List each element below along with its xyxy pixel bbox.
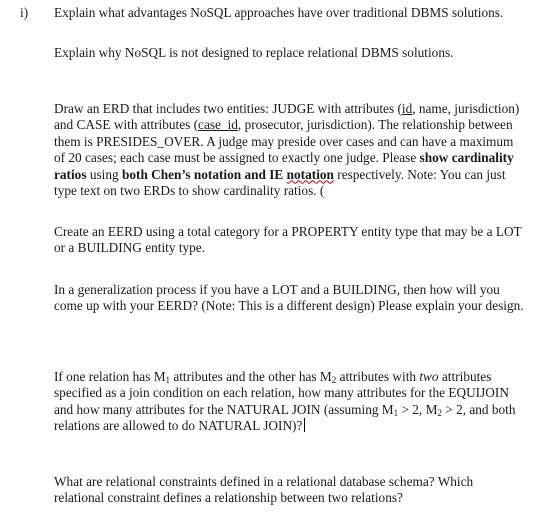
question-4: Create an EERD using a total category for a PROPERTY entity type that may be a LOT or a BUILDING entity type. (54, 224, 522, 256)
q3-bold-notations: both Chen’s notation and IE (121, 166, 287, 182)
question-6[interactable] (54, 369, 526, 435)
q3-part-5: respectively. Note: You can just type text on two ERDs to show cardinality ratios. ( (54, 166, 506, 199)
question-3 (54, 101, 526, 199)
question-5: In a generalization process if you have a LOT and a BUILDING, then how will you come up with your EERD? (Note: This is a different design) Please explain your design. (54, 282, 524, 314)
q6-part-2: attributes and the other has M (170, 369, 332, 384)
q6-sub-3: 1 (393, 407, 399, 418)
q3-part-4: using (86, 166, 122, 182)
q6-part-5: > 2, M (398, 401, 438, 417)
question-1-number: i) (20, 5, 29, 20)
q6-part-1: If one relation has M (54, 369, 166, 384)
case-key-attribute: case_id (198, 117, 238, 133)
q6-sub-4: 2 (437, 407, 442, 418)
q6-sub-1: 1 (165, 375, 171, 385)
q6-part-6: > 2, and both relations are allowed to do NATURAL JOIN)? (54, 401, 516, 434)
text-cursor (304, 418, 305, 432)
q3-bold-notation-spellcheck: notation (286, 166, 334, 182)
question-1 (20, 5, 530, 21)
question-2: Explain why NoSQL is not designed to replace relational DBMS solutions. (54, 45, 454, 60)
q3-part-3: , prosecutor, jurisdiction). The relationship between them is PRESIDES_OVER. A judge may preside over cases and can have a maximum of 20 cases; each case must be assigned to exactly one judge. Please (54, 117, 514, 166)
question-1-text: Explain what advantages NoSQL approaches have over traditional DBMS solutions. (54, 5, 504, 20)
q6-part-3: attributes with (336, 369, 420, 384)
q3-part-1: Draw an ERD that includes two entities: JUDGE with attributes ( (54, 101, 402, 116)
q6-sub-2: 2 (331, 375, 337, 385)
q3-bold-cardinality: show cardinality ratios (54, 150, 514, 182)
judge-key-attribute: id (401, 101, 413, 116)
q6-italic-two: two (419, 369, 439, 384)
question-7: What are relational constraints defined in a relational database schema? Which relational constraint defines a relationship between two relations? (54, 474, 474, 506)
q6-part-4: attributes specified as a join condition on each relation, how many attributes for the EQUIJOIN and how many attributes for the NATURAL JOIN (assuming M (54, 369, 509, 417)
q3-part-2: , name, jurisdiction) and CASE with attributes ( (54, 101, 520, 133)
